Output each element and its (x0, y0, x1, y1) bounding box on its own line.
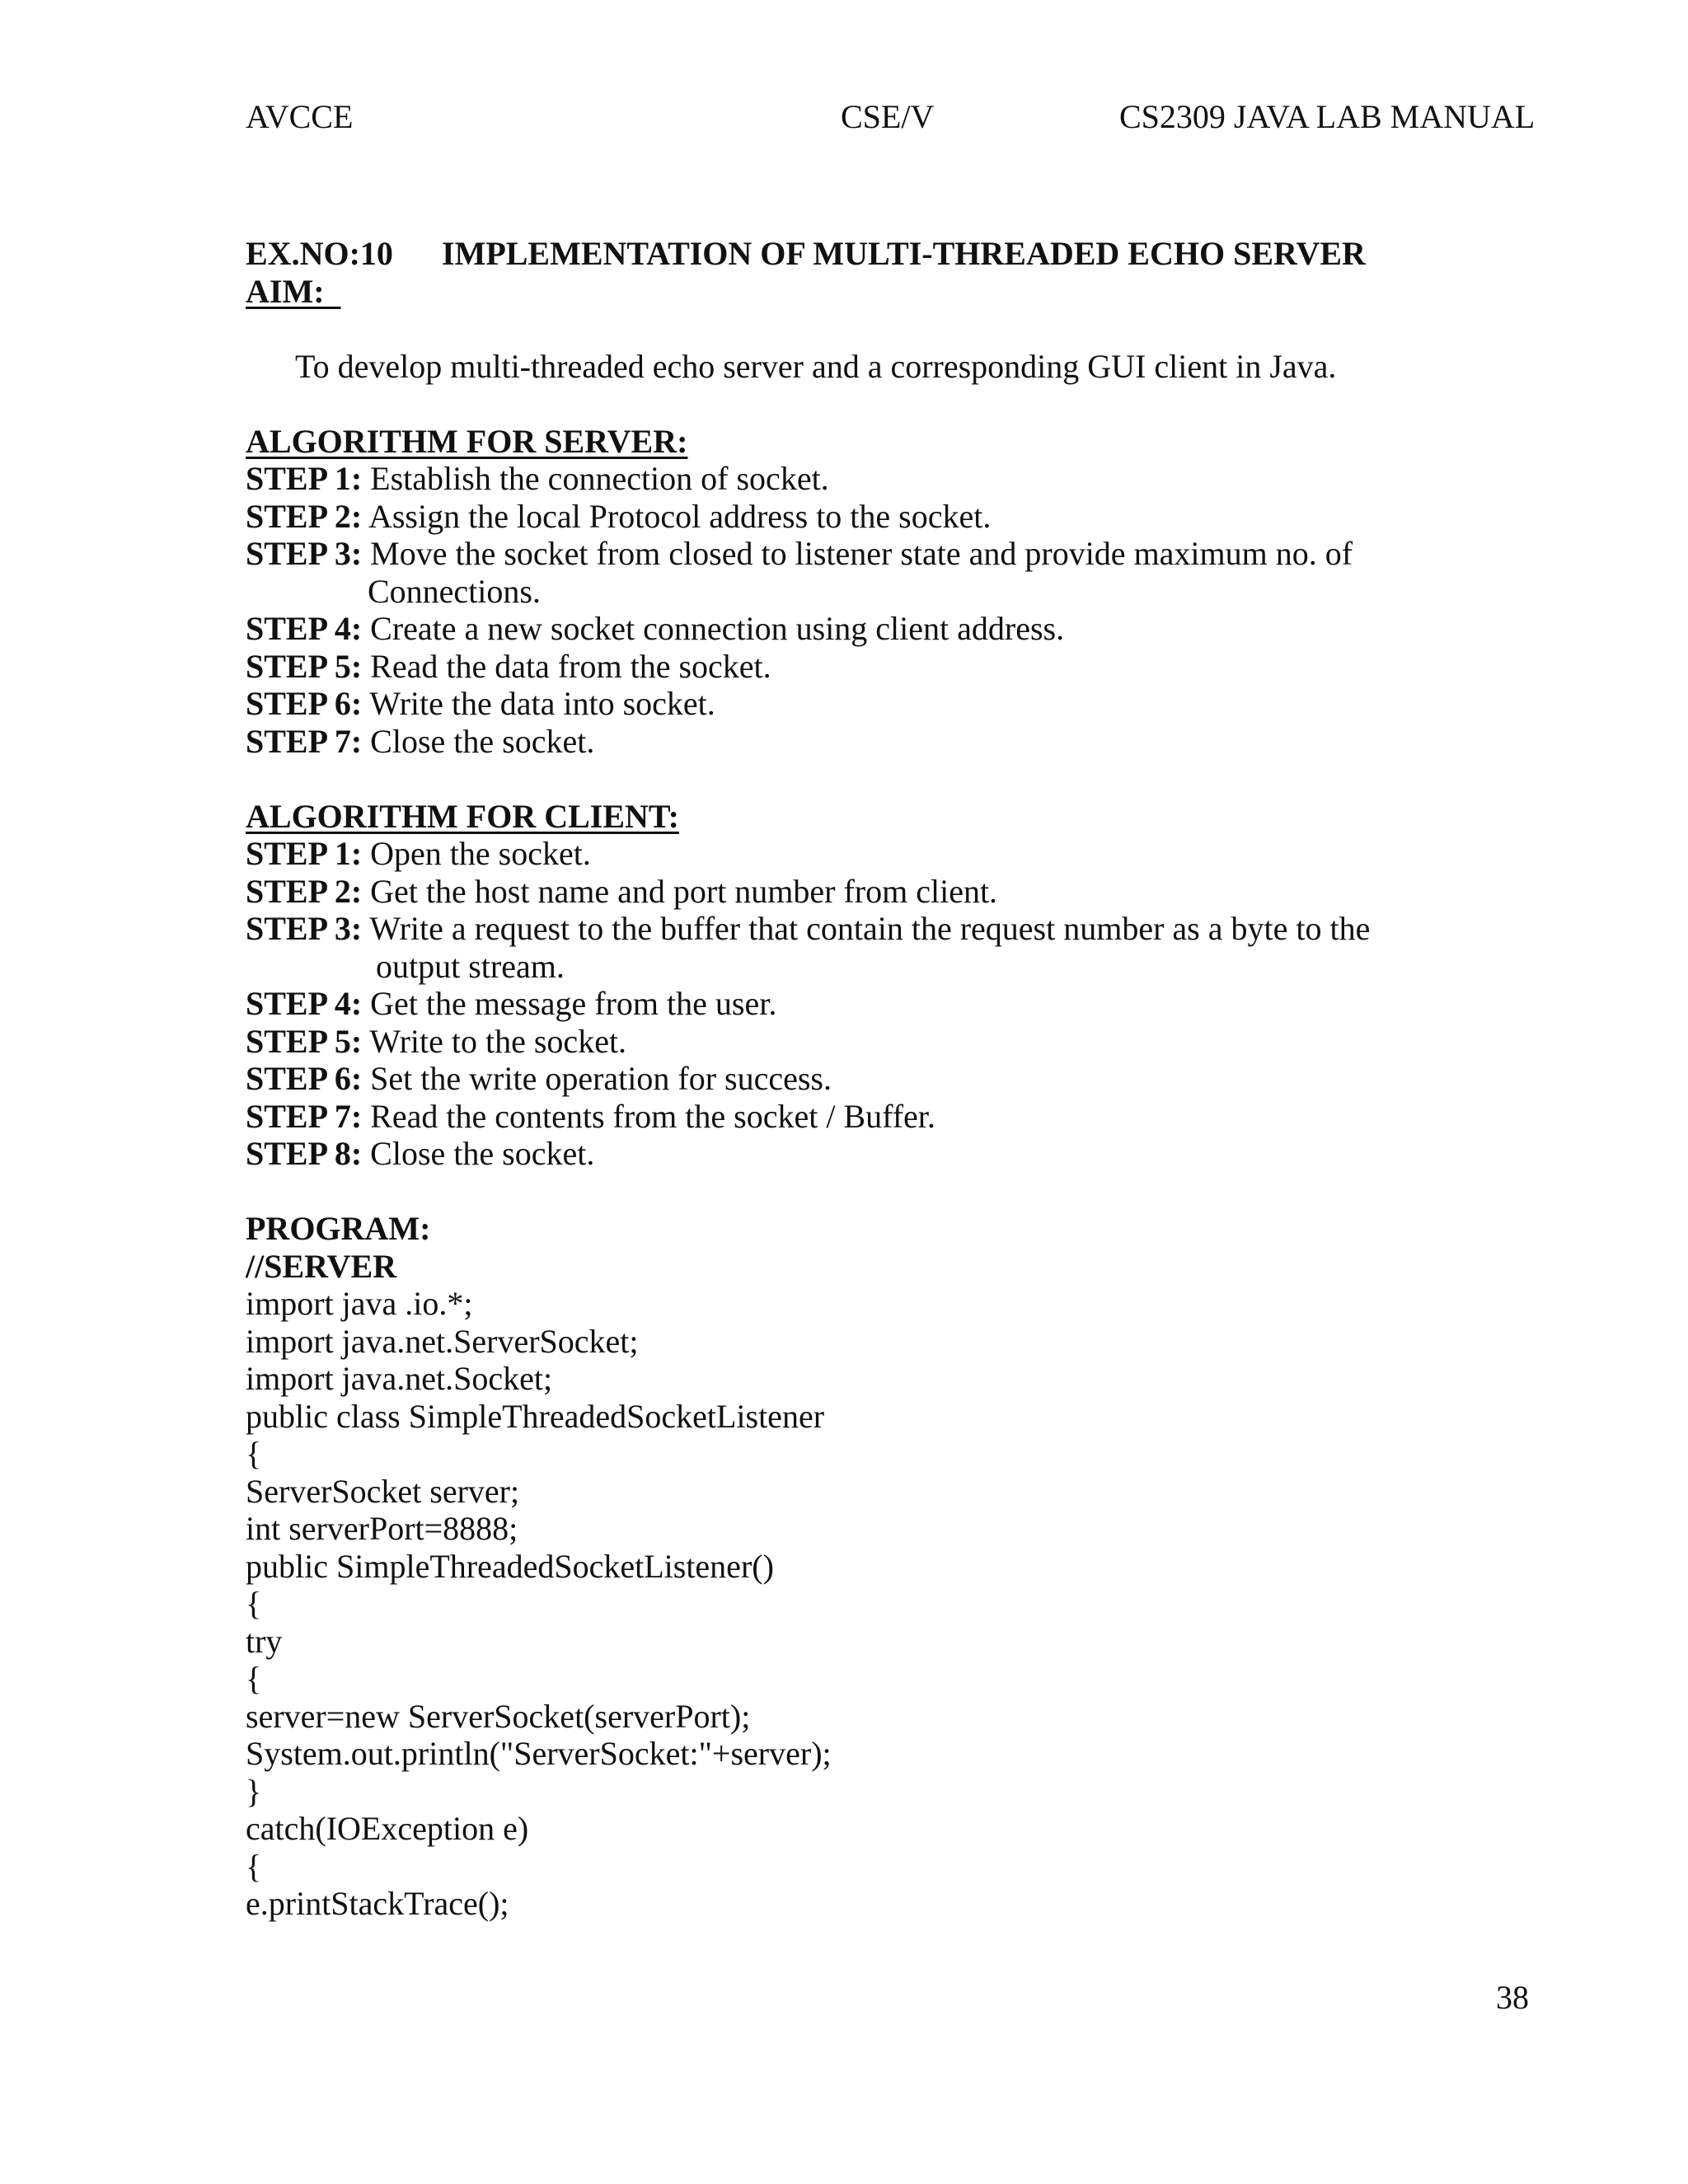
step-text: Close the socket. (362, 1135, 595, 1172)
page-content (246, 235, 1531, 1923)
exercise-number: EX.NO:10 (246, 235, 393, 272)
code-line: int serverPort=8888; (246, 1510, 518, 1547)
exercise-title: IMPLEMENTATION OF MULTI-THREADED ECHO SERVER (442, 235, 1366, 272)
step-label: STEP 6: (246, 1060, 363, 1097)
step-text: Create a new socket connection using client address. (362, 610, 1065, 647)
aim-heading-line (246, 273, 1531, 311)
client-step (246, 1023, 1531, 1061)
step-label: STEP 7: (246, 722, 363, 760)
code-line: catch(IOException e) (246, 1810, 529, 1847)
step-text: Establish the connection of socket. (362, 460, 829, 497)
step-text: Get the message from the user. (362, 985, 777, 1022)
code-line: public class SimpleThreadedSocketListener (246, 1397, 825, 1435)
step-label: STEP 5: (246, 1022, 363, 1060)
client-step (246, 985, 1531, 1023)
exercise-title-line (246, 235, 1531, 273)
step-label: STEP 2: (246, 872, 363, 910)
server-step (246, 460, 1531, 498)
code-line: import java.net.ServerSocket; (246, 1322, 639, 1360)
code-line: { (246, 1847, 262, 1885)
step-text: Write a request to the buffer that contain the request number as a byte to the (362, 910, 1371, 947)
step-label: STEP 5: (246, 647, 363, 685)
header-institution: AVCCE (246, 98, 354, 135)
step-label: STEP 3: (246, 535, 363, 572)
server-step (246, 723, 1531, 761)
header-manual-title: CS2309 JAVA LAB MANUAL (1119, 98, 1536, 135)
step-label: STEP 4: (246, 985, 363, 1022)
code-line: { (246, 1660, 262, 1697)
code-line: import java .io.*; (246, 1285, 473, 1322)
code-line: ServerSocket server; (246, 1472, 520, 1510)
step-text: Set the write operation for success. (362, 1060, 832, 1097)
program-subheading: //SERVER (246, 1247, 397, 1285)
step-text: Write the data into socket. (362, 685, 715, 722)
code-line: } (246, 1772, 262, 1810)
aim-heading: AIM: (246, 272, 325, 310)
code-line: { (246, 1585, 262, 1622)
step-label: STEP 4: (246, 610, 363, 647)
step-label: STEP 1: (246, 460, 363, 497)
step-text: Move the socket from closed to listener state and provide maximum no. of (362, 535, 1353, 572)
code-line: server=new ServerSocket(serverPort); (246, 1697, 751, 1735)
program-heading: PROGRAM: (246, 1210, 431, 1247)
client-algorithm-heading: ALGORITHM FOR CLIENT: (246, 797, 679, 835)
code-line: e.printStackTrace(); (246, 1885, 509, 1922)
step-text: Open the socket. (362, 835, 591, 872)
step-label: STEP 6: (246, 685, 363, 722)
header-department: CSE/V (841, 98, 935, 135)
server-algorithm-heading: ALGORITHM FOR SERVER: (246, 422, 688, 460)
step-label: STEP 7: (246, 1097, 363, 1135)
code-line: { (246, 1435, 262, 1472)
page-number: 38 (1496, 1979, 1529, 2016)
client-step (246, 910, 1531, 948)
client-step (246, 835, 1531, 873)
client-step (246, 1098, 1531, 1136)
step-text: Write to the socket. (362, 1022, 627, 1060)
step-text: Read the contents from the socket / Buffer. (362, 1097, 935, 1135)
server-step (246, 535, 1531, 573)
step-text: Assign the local Protocol address to the socket. (362, 497, 992, 535)
aim-text: To develop multi-threaded echo server and a corresponding GUI client in Java. (295, 347, 1337, 385)
step-text: Get the host name and port number from client. (362, 872, 998, 910)
server-algorithm-heading-line (246, 423, 1531, 461)
client-step (246, 1135, 1531, 1173)
step-text: Close the socket. (362, 722, 595, 760)
server-step (246, 685, 1531, 723)
step-label: STEP 1: (246, 835, 363, 872)
server-step (246, 610, 1531, 648)
code-line: public SimpleThreadedSocketListener() (246, 1547, 774, 1585)
code-line: System.out.println("ServerSocket:"+server); (246, 1735, 832, 1772)
step-continuation: output stream. (376, 947, 565, 985)
step-continuation: Connections. (368, 572, 541, 610)
code-line: import java.net.Socket; (246, 1360, 553, 1397)
step-label: STEP 3: (246, 910, 363, 947)
code-line: try (246, 1622, 283, 1660)
step-text: Read the data from the socket. (362, 647, 771, 685)
client-step (246, 1060, 1531, 1098)
client-algorithm-heading-line (246, 798, 1531, 836)
server-step (246, 498, 1531, 536)
client-step (246, 873, 1531, 911)
server-step (246, 648, 1531, 686)
step-label: STEP 8: (246, 1135, 363, 1172)
step-label: STEP 2: (246, 497, 363, 535)
